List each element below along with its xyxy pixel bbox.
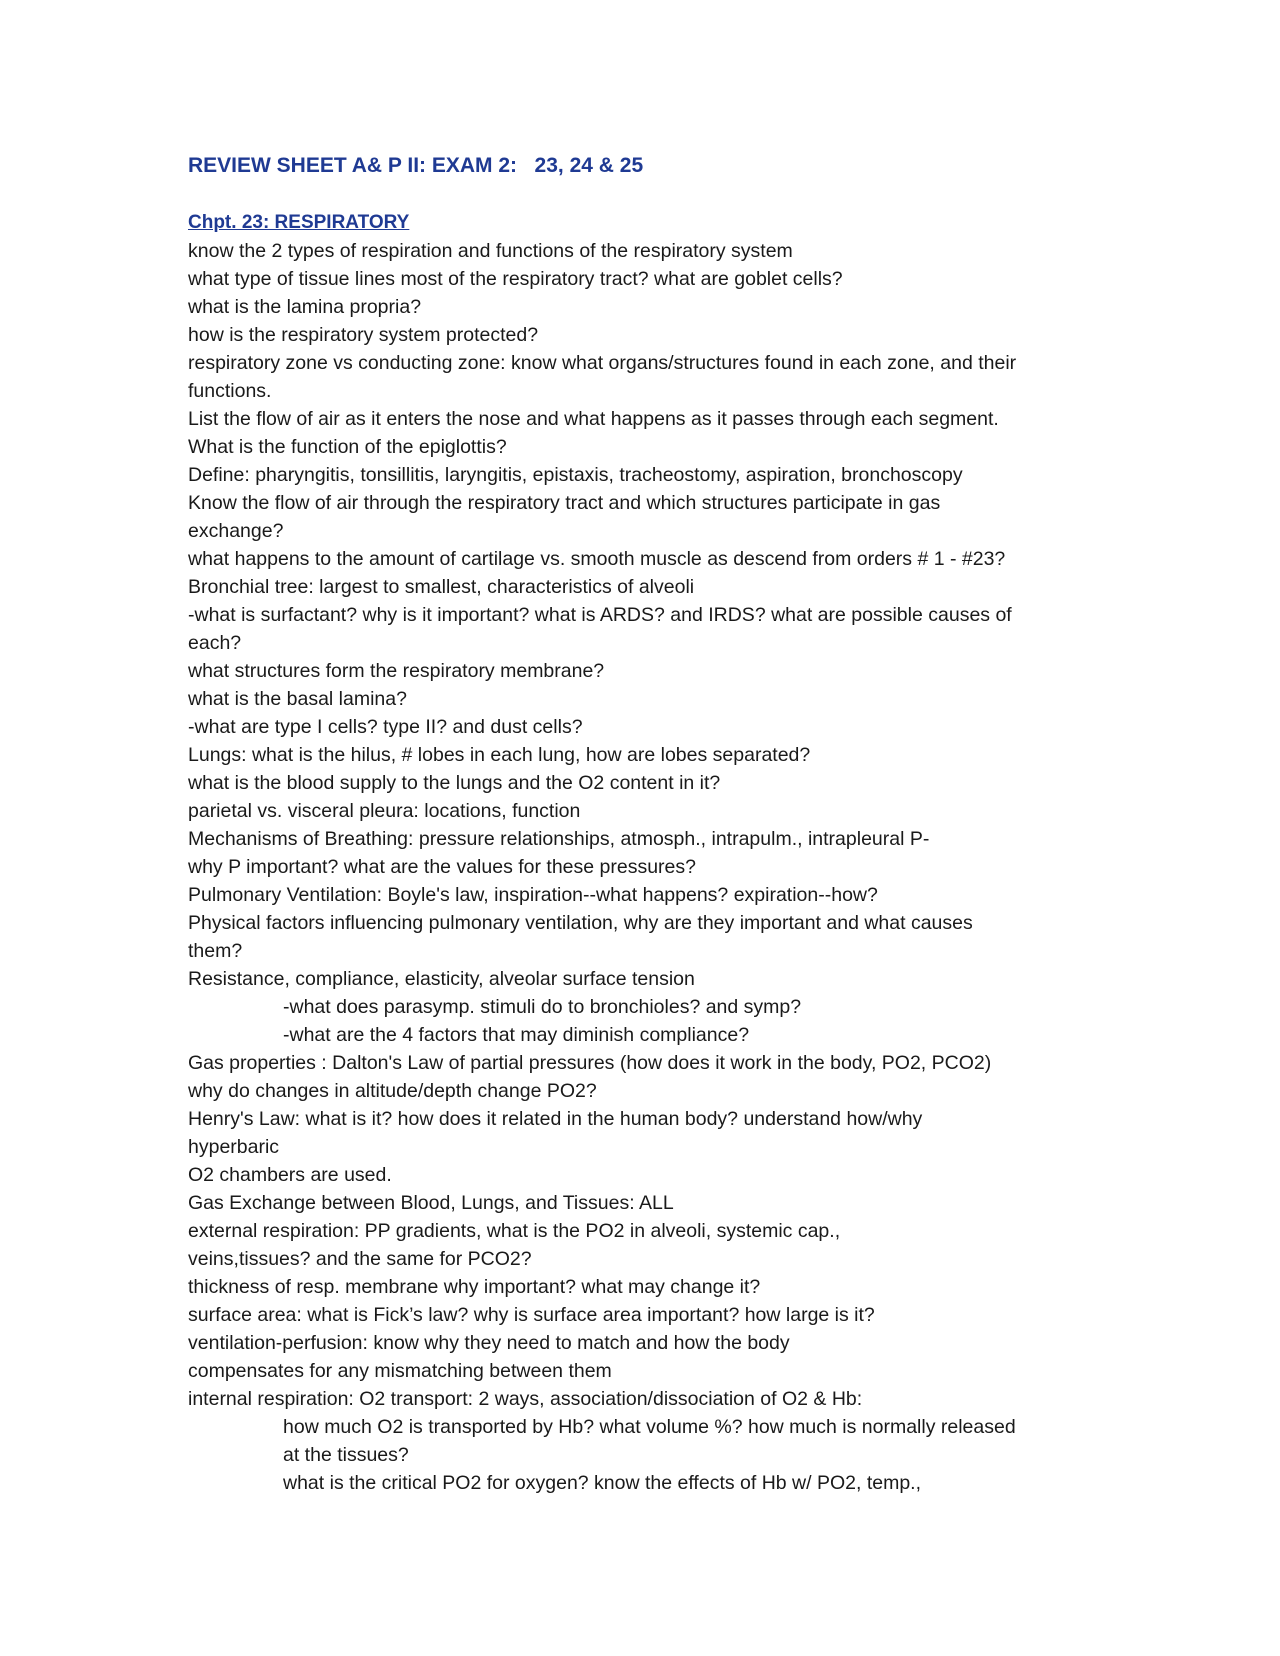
review-line: functions. [188, 380, 272, 402]
review-line: why P important? what are the values for these pressures? [188, 856, 696, 878]
review-line: Resistance, compliance, elasticity, alveolar surface tension [188, 968, 695, 990]
review-line: what is the blood supply to the lungs and the O2 content in it? [188, 772, 721, 794]
review-line: what type of tissue lines most of the respiratory tract? what are goblet cells? [188, 268, 843, 290]
review-line: Bronchial tree: largest to smallest, characteristics of alveoli [188, 576, 695, 598]
review-line: what is the lamina propria? [188, 296, 422, 318]
review-line: what happens to the amount of cartilage vs. smooth muscle as descend from orders # 1 - #23? [188, 548, 1006, 570]
review-line: respiratory zone vs conducting zone: know what organs/structures found in each zone, and their [188, 352, 1017, 374]
review-line: how is the respiratory system protected? [188, 324, 539, 346]
review-line: What is the function of the epiglottis? [188, 436, 507, 458]
review-line: veins,tissues? and the same for PCO2? [188, 1248, 532, 1270]
review-line: thickness of resp. membrane why important? what may change it? [188, 1276, 761, 1298]
review-line: what is the critical PO2 for oxygen? know the effects of Hb w/ PO2, temp., [283, 1472, 922, 1494]
review-line: hyperbaric [188, 1136, 280, 1158]
review-line: O2 chambers are used. [188, 1164, 392, 1186]
review-question-list [188, 237, 1108, 1497]
review-line: exchange? [188, 520, 284, 542]
review-line: -what are the 4 factors that may diminish compliance? [283, 1024, 750, 1046]
review-line: Mechanisms of Breathing: pressure relationships, atmosph., intrapulm., intrapleural P- [188, 828, 930, 850]
review-line: Gas Exchange between Blood, Lungs, and Tissues: ALL [188, 1192, 674, 1214]
review-line: internal respiration: O2 transport: 2 ways, association/dissociation of O2 & Hb: [188, 1388, 863, 1410]
section-heading: Chpt. 23: RESPIRATORY [188, 212, 410, 233]
review-line: Gas properties : Dalton's Law of partial pressures (how does it work in the body, PO2, PCO2) [188, 1052, 992, 1074]
review-line: them? [188, 940, 243, 962]
review-line: how much O2 is transported by Hb? what volume %? how much is normally released [283, 1416, 1016, 1438]
review-line: what is the basal lamina? [188, 688, 407, 710]
review-line: each? [188, 632, 242, 654]
review-line: -what is surfactant? why is it important? what is ARDS? and IRDS? what are possible causes of [188, 604, 1012, 626]
review-line: List the flow of air as it enters the nose and what happens as it passes through each segment. [188, 408, 999, 430]
review-line: Define: pharyngitis, tonsillitis, laryngitis, epistaxis, tracheostomy, aspiration, bronchoscopy [188, 464, 963, 486]
review-line: Pulmonary Ventilation: Boyle's law, inspiration--what happens? expiration--how? [188, 884, 878, 906]
review-line: know the 2 types of respiration and functions of the respiratory system [188, 240, 793, 262]
page-title: REVIEW SHEET A& P II: EXAM 2: 23, 24 & 25 [188, 154, 644, 177]
review-line: external respiration: PP gradients, what is the PO2 in alveoli, systemic cap., [188, 1220, 841, 1242]
review-line: Henry's Law: what is it? how does it related in the human body? understand how/why [188, 1108, 923, 1130]
review-line: surface area: what is Fick’s law? why is surface area important? how large is it? [188, 1304, 875, 1326]
review-line: ventilation-perfusion: know why they need to match and how the body [188, 1332, 790, 1354]
review-line: Physical factors influencing pulmonary ventilation, why are they important and what causes [188, 912, 973, 934]
review-line: at the tissues? [283, 1444, 409, 1466]
review-line: what structures form the respiratory membrane? [188, 660, 605, 682]
review-line: -what are type I cells? type II? and dust cells? [188, 716, 583, 738]
review-line: why do changes in altitude/depth change PO2? [188, 1080, 597, 1102]
review-line: parietal vs. visceral pleura: locations, function [188, 800, 581, 822]
review-line: Know the flow of air through the respiratory tract and which structures participate in gas [188, 492, 941, 514]
review-line: Lungs: what is the hilus, # lobes in each lung, how are lobes separated? [188, 744, 811, 766]
review-line: -what does parasymp. stimuli do to bronchioles? and symp? [283, 996, 802, 1018]
review-line: compensates for any mismatching between them [188, 1360, 612, 1382]
